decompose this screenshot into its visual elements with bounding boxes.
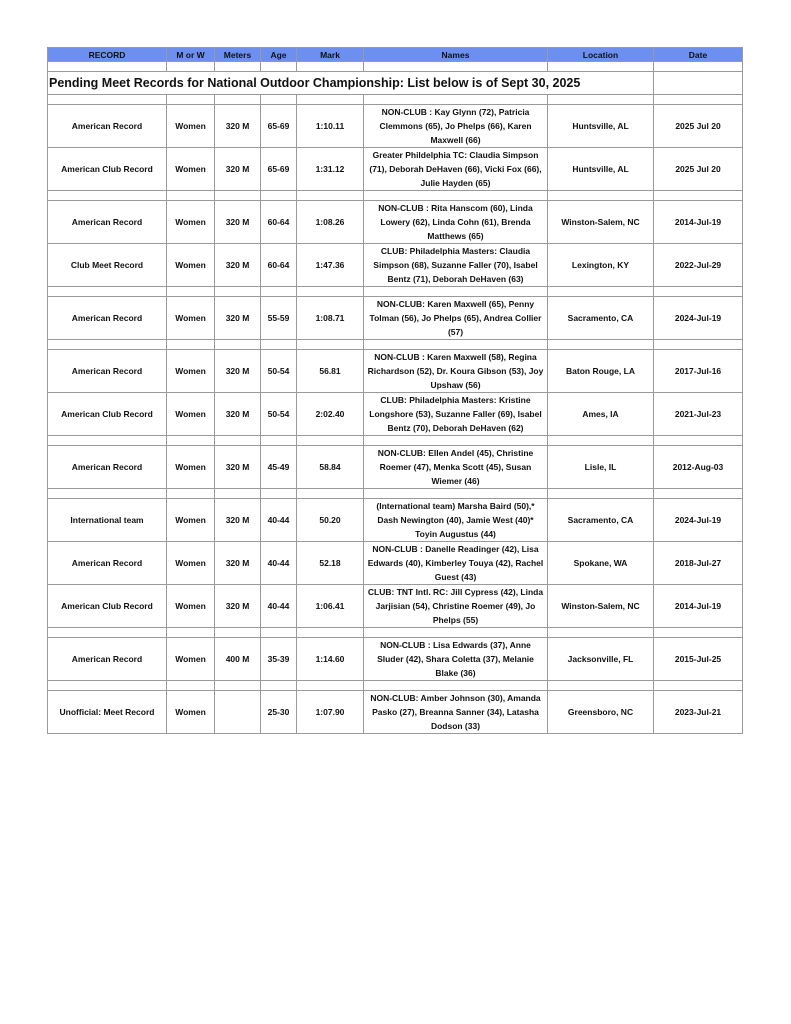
cell-record: Club Meet Record — [48, 244, 167, 287]
cell-age: 45-49 — [261, 446, 297, 489]
cell-date: 2023-Jul-21 — [654, 691, 743, 734]
cell-meters — [215, 691, 261, 734]
title-row — [48, 72, 743, 95]
cell-location: Ames, IA — [548, 393, 654, 436]
cell-date: 2017-Jul-16 — [654, 350, 743, 393]
cell-location: Spokane, WA — [548, 542, 654, 585]
cell-meters: 320 M — [215, 201, 261, 244]
cell-mark: 2:02.40 — [297, 393, 364, 436]
cell-location: Winston-Salem, NC — [548, 585, 654, 628]
cell-date: 2014-Jul-19 — [654, 201, 743, 244]
cell-mark: 1:14.60 — [297, 638, 364, 681]
cell-location: Lexington, KY — [548, 244, 654, 287]
cell-mark: 56.81 — [297, 350, 364, 393]
records-table — [47, 47, 743, 734]
cell-record: American Club Record — [48, 585, 167, 628]
cell-meters: 320 M — [215, 148, 261, 191]
cell-meters: 400 M — [215, 638, 261, 681]
cell-date: 2025 Jul 20 — [654, 105, 743, 148]
header-mark: Mark — [297, 48, 364, 62]
cell-record: American Club Record — [48, 393, 167, 436]
cell-location: Sacramento, CA — [548, 499, 654, 542]
cell-names: NON-CLUB : Kay Glynn (72), Patricia Clemmons (65), Jo Phelps (66), Karen Maxwell (66) — [364, 105, 548, 148]
spacer-row — [48, 628, 743, 638]
cell-location: Baton Rouge, LA — [548, 350, 654, 393]
cell-m-or-w: Women — [167, 585, 215, 628]
cell-age: 60-64 — [261, 201, 297, 244]
header-age: Age — [261, 48, 297, 62]
table-row — [48, 542, 743, 585]
cell-meters: 320 M — [215, 105, 261, 148]
cell-names: Greater Phildelphia TC: Claudia Simpson (71), Deborah DeHaven (66), Vicki Fox (66), Julie Hayden (65) — [364, 148, 548, 191]
cell-location: Sacramento, CA — [548, 297, 654, 340]
header-record: RECORD — [48, 48, 167, 62]
spacer-row — [48, 191, 743, 201]
cell-age: 60-64 — [261, 244, 297, 287]
cell-names: NON-CLUB : Lisa Edwards (37), Anne Sluder (42), Shara Coletta (37), Melanie Blake (36) — [364, 638, 548, 681]
cell-meters: 320 M — [215, 393, 261, 436]
spacer-row — [48, 62, 743, 72]
header-names: Names — [364, 48, 548, 62]
table-row — [48, 201, 743, 244]
cell-names: CLUB: Philadelphia Masters: Kristine Longshore (53), Suzanne Faller (69), Isabel Bentz (70), Deborah DeHaven (62) — [364, 393, 548, 436]
table-row — [48, 638, 743, 681]
header-m-or-w: M or W — [167, 48, 215, 62]
cell-date: 2022-Jul-29 — [654, 244, 743, 287]
spacer-row — [48, 681, 743, 691]
cell-mark: 1:08.71 — [297, 297, 364, 340]
cell-m-or-w: Women — [167, 105, 215, 148]
cell-names: CLUB: Philadelphia Masters: Claudia Simpson (68), Suzanne Faller (70), Isabel Bentz (71), Deborah DeHaven (63) — [364, 244, 548, 287]
cell-m-or-w: Women — [167, 542, 215, 585]
page-title: Pending Meet Records for National Outdoor Championship: List below is of Sept 30, 2025 — [48, 72, 654, 95]
cell-date: 2015-Jul-25 — [654, 638, 743, 681]
table-row — [48, 499, 743, 542]
cell-record: American Record — [48, 350, 167, 393]
cell-record: American Record — [48, 105, 167, 148]
cell-record: Unofficial: Meet Record — [48, 691, 167, 734]
cell-age: 50-54 — [261, 393, 297, 436]
spacer-row — [48, 489, 743, 499]
header-date: Date — [654, 48, 743, 62]
cell-record: American Record — [48, 638, 167, 681]
cell-location: Greensboro, NC — [548, 691, 654, 734]
cell-m-or-w: Women — [167, 638, 215, 681]
cell-names: CLUB: TNT Intl. RC: Jill Cypress (42), Linda Jarjisian (54), Christine Roemer (49), Jo Phelps (55) — [364, 585, 548, 628]
header-row — [48, 48, 743, 62]
cell-names: NON-CLUB : Karen Maxwell (58), Regina Richardson (52), Dr. Koura Gibson (53), Joy Upshaw (56) — [364, 350, 548, 393]
cell-mark: 1:08.26 — [297, 201, 364, 244]
cell-record: American Record — [48, 297, 167, 340]
cell-date: 2018-Jul-27 — [654, 542, 743, 585]
cell-age: 35-39 — [261, 638, 297, 681]
cell-date: 2024-Jul-19 — [654, 499, 743, 542]
table-row — [48, 148, 743, 191]
cell-mark: 1:47.36 — [297, 244, 364, 287]
cell-names: NON-CLUB: Karen Maxwell (65), Penny Tolman (56), Jo Phelps (65), Andrea Collier (57) — [364, 297, 548, 340]
cell-names: NON-CLUB : Danelle Readinger (42), Lisa Edwards (40), Kimberley Touya (42), Rachel Guest (43) — [364, 542, 548, 585]
cell-age: 65-69 — [261, 148, 297, 191]
cell-date: 2012-Aug-03 — [654, 446, 743, 489]
cell-mark: 58.84 — [297, 446, 364, 489]
cell-location: Huntsville, AL — [548, 105, 654, 148]
cell-m-or-w: Women — [167, 691, 215, 734]
cell-names: (International team) Marsha Baird (50),* Dash Newington (40), Jamie West (40)* Toyin Augustus (44) — [364, 499, 548, 542]
cell-m-or-w: Women — [167, 201, 215, 244]
cell-age: 65-69 — [261, 105, 297, 148]
cell-date: 2021-Jul-23 — [654, 393, 743, 436]
cell-mark: 1:31.12 — [297, 148, 364, 191]
cell-meters: 320 M — [215, 446, 261, 489]
cell-meters: 320 M — [215, 499, 261, 542]
table-row — [48, 105, 743, 148]
cell-mark: 50.20 — [297, 499, 364, 542]
table-row — [48, 393, 743, 436]
cell-m-or-w: Women — [167, 499, 215, 542]
table-row — [48, 446, 743, 489]
table-row — [48, 691, 743, 734]
cell-date: 2025 Jul 20 — [654, 148, 743, 191]
cell-names: NON-CLUB: Amber Johnson (30), Amanda Pasko (27), Breanna Sanner (34), Latasha Dodson (33) — [364, 691, 548, 734]
cell-names: NON-CLUB : Rita Hanscom (60), Linda Lowery (62), Linda Cohn (61), Brenda Matthews (65) — [364, 201, 548, 244]
cell-m-or-w: Women — [167, 393, 215, 436]
cell-location: Jacksonville, FL — [548, 638, 654, 681]
cell-age: 50-54 — [261, 350, 297, 393]
cell-record: International team — [48, 499, 167, 542]
cell-mark: 52.18 — [297, 542, 364, 585]
spacer-row — [48, 287, 743, 297]
cell-meters: 320 M — [215, 297, 261, 340]
cell-m-or-w: Women — [167, 297, 215, 340]
cell-age: 55-59 — [261, 297, 297, 340]
header-meters: Meters — [215, 48, 261, 62]
table-row — [48, 585, 743, 628]
header-location: Location — [548, 48, 654, 62]
table-row — [48, 244, 743, 287]
cell-mark: 1:10.11 — [297, 105, 364, 148]
cell-m-or-w: Women — [167, 244, 215, 287]
cell-meters: 320 M — [215, 350, 261, 393]
cell-record: American Record — [48, 542, 167, 585]
cell-age: 25-30 — [261, 691, 297, 734]
table-row — [48, 350, 743, 393]
cell-m-or-w: Women — [167, 148, 215, 191]
cell-record: American Club Record — [48, 148, 167, 191]
table-row — [48, 297, 743, 340]
cell-age: 40-44 — [261, 585, 297, 628]
spacer-row — [48, 436, 743, 446]
cell-mark: 1:07.90 — [297, 691, 364, 734]
cell-date: 2014-Jul-19 — [654, 585, 743, 628]
cell-record: American Record — [48, 201, 167, 244]
cell-meters: 320 M — [215, 585, 261, 628]
cell-location: Lisle, IL — [548, 446, 654, 489]
cell-meters: 320 M — [215, 244, 261, 287]
cell-names: NON-CLUB: Ellen Andel (45), Christine Roemer (47), Menka Scott (45), Susan Wiemer (46) — [364, 446, 548, 489]
cell-meters: 320 M — [215, 542, 261, 585]
cell-age: 40-44 — [261, 542, 297, 585]
spacer-row — [48, 95, 743, 105]
cell-m-or-w: Women — [167, 446, 215, 489]
cell-date: 2024-Jul-19 — [654, 297, 743, 340]
cell-record: American Record — [48, 446, 167, 489]
cell-mark: 1:06.41 — [297, 585, 364, 628]
cell-location: Huntsville, AL — [548, 148, 654, 191]
cell-m-or-w: Women — [167, 350, 215, 393]
cell-location: Winston-Salem, NC — [548, 201, 654, 244]
cell-age: 40-44 — [261, 499, 297, 542]
spacer-row — [48, 340, 743, 350]
